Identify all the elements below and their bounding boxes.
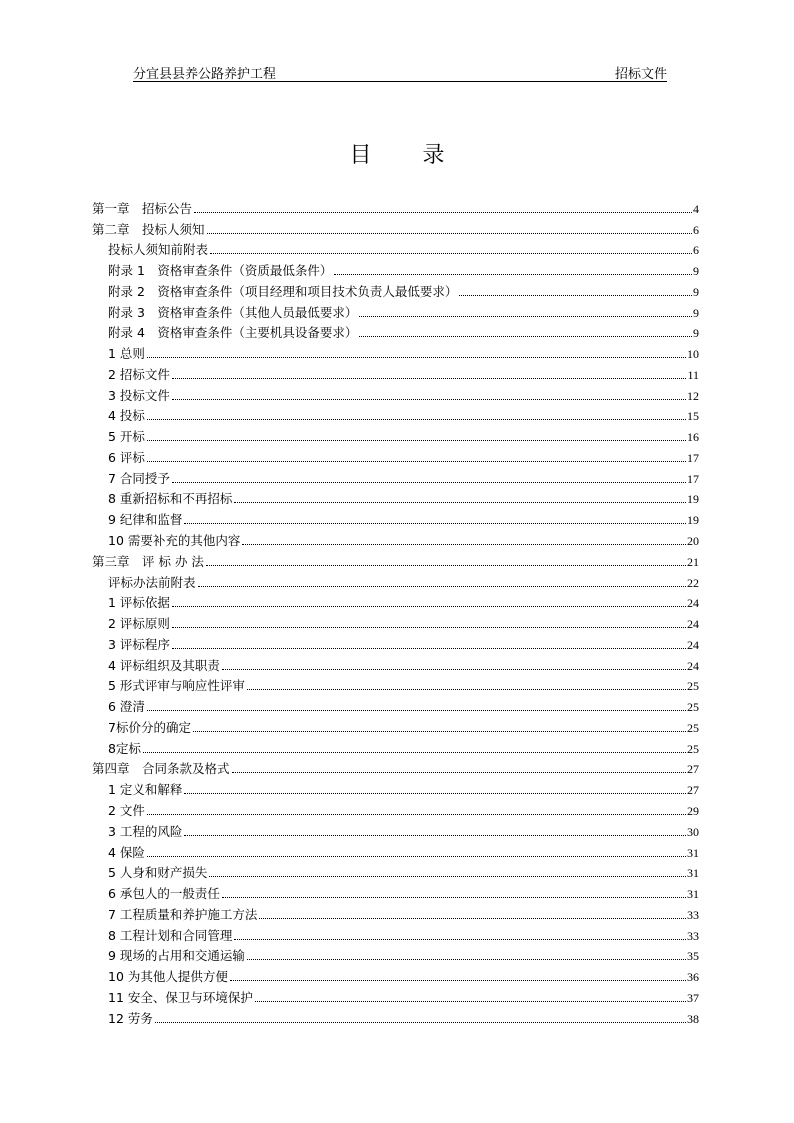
- toc-leader-dots: [209, 876, 686, 877]
- toc-entry-label: 9 纪律和监督: [108, 512, 183, 528]
- toc-entry-label: 7 合同授予: [108, 470, 170, 486]
- toc-entry[interactable]: [92, 694, 699, 715]
- toc-entry[interactable]: [92, 777, 699, 798]
- toc-leader-dots: [232, 772, 686, 773]
- toc-entry-label: 6 澄清: [108, 699, 145, 715]
- toc-entry-label: 1 评标依据: [108, 595, 170, 611]
- toc-entry[interactable]: [92, 840, 699, 861]
- toc-leader-dots: [359, 316, 692, 317]
- toc-leader-dots: [147, 856, 686, 857]
- toc-entry-page: 9: [693, 305, 699, 320]
- toc-entry[interactable]: [92, 736, 699, 757]
- toc-leader-dots: [194, 212, 692, 213]
- toc-entry[interactable]: [92, 902, 699, 923]
- toc-leader-dots: [147, 710, 686, 711]
- toc-entry[interactable]: [92, 424, 699, 445]
- toc-entry[interactable]: [92, 944, 699, 965]
- toc-entry-page: 10: [687, 347, 699, 362]
- toc-entry[interactable]: [92, 653, 699, 674]
- toc-entry-page: 37: [687, 990, 699, 1005]
- toc-entry-page: 9: [693, 284, 699, 299]
- toc-leader-dots: [234, 502, 686, 503]
- toc-entry-page: 31: [687, 887, 699, 902]
- toc-leader-dots: [359, 336, 692, 337]
- toc-leader-dots: [247, 689, 686, 690]
- toc-entry-page: 4: [693, 201, 699, 216]
- toc-entry-label: 第三章 评 标 办 法: [92, 553, 204, 569]
- toc-entry[interactable]: [92, 383, 699, 404]
- toc-entry[interactable]: [92, 1006, 699, 1027]
- toc-entry-page: 24: [687, 596, 699, 611]
- toc-entry-page: 27: [687, 783, 699, 798]
- toc-title: 目 录: [349, 143, 467, 168]
- toc-entry-page: 29: [687, 803, 699, 818]
- toc-entry-page: 25: [687, 741, 699, 756]
- toc-entry-page: 31: [687, 866, 699, 881]
- toc-leader-dots: [143, 752, 686, 753]
- toc-entry-page: 12: [687, 388, 699, 403]
- toc-entry-page: 24: [687, 637, 699, 652]
- toc-entry-label: 10 为其他人提供方便: [108, 969, 228, 985]
- toc-entry-label: 6 评标: [108, 449, 145, 465]
- toc-entry[interactable]: [92, 341, 699, 362]
- toc-entry-label: 第四章 合同条款及格式: [92, 761, 230, 777]
- toc-leader-dots: [193, 731, 686, 732]
- toc-entry-label: 2 文件: [108, 802, 145, 818]
- toc-entry-page: 33: [687, 907, 699, 922]
- toc-entry-page: 9: [693, 326, 699, 341]
- table-of-contents: [92, 196, 699, 1027]
- toc-entry-page: 17: [687, 450, 699, 465]
- toc-leader-dots: [184, 523, 686, 524]
- toc-entry[interactable]: [92, 321, 699, 342]
- toc-entry[interactable]: [92, 507, 699, 528]
- toc-entry[interactable]: [92, 591, 699, 612]
- toc-entry[interactable]: [92, 549, 699, 570]
- toc-entry-page: 11: [687, 367, 699, 382]
- toc-entry-label: 7标价分的确定: [108, 719, 191, 735]
- toc-leader-dots: [172, 399, 686, 400]
- toc-entry-page: 21: [687, 554, 699, 569]
- toc-entry[interactable]: [92, 300, 699, 321]
- toc-entry-page: 24: [687, 617, 699, 632]
- toc-entry[interactable]: [92, 404, 699, 425]
- toc-entry[interactable]: [92, 861, 699, 882]
- toc-entry-page: 6: [693, 222, 699, 237]
- toc-entry-label: 11 安全、保卫与环境保护: [108, 989, 253, 1005]
- toc-entry-page: 19: [687, 492, 699, 507]
- toc-leader-dots: [207, 233, 692, 234]
- toc-entry-page: 33: [687, 928, 699, 943]
- toc-leader-dots: [222, 669, 686, 670]
- toc-entry[interactable]: [92, 196, 699, 217]
- toc-entry[interactable]: [92, 923, 699, 944]
- toc-entry[interactable]: [92, 570, 699, 591]
- toc-entry-page: 38: [687, 1011, 699, 1026]
- toc-entry-label: 8 工程计划和合同管理: [108, 927, 233, 943]
- toc-entry-label: 5 人身和财产损失: [108, 865, 208, 881]
- toc-entry[interactable]: [92, 881, 699, 902]
- toc-entry-page: 35: [687, 949, 699, 964]
- toc-entry-label: 6 承包人的一般责任: [108, 886, 220, 902]
- toc-leader-dots: [172, 606, 686, 607]
- toc-entry-label: 8定标: [108, 740, 141, 756]
- toc-entry-label: 评标办法前附表: [108, 574, 196, 590]
- toc-entry[interactable]: [92, 715, 699, 736]
- toc-leader-dots: [147, 814, 686, 815]
- toc-entry[interactable]: [92, 611, 699, 632]
- toc-entry-page: 25: [687, 720, 699, 735]
- toc-entry[interactable]: [92, 362, 699, 383]
- toc-entry-label: 附录 1 资格审查条件（资质最低条件）: [108, 263, 333, 279]
- toc-entry[interactable]: [92, 466, 699, 487]
- toc-entry-label: 1 定义和解释: [108, 782, 183, 798]
- toc-entry-label: 4 投标: [108, 408, 145, 424]
- toc-entry-label: 9 现场的占用和交通运输: [108, 948, 245, 964]
- toc-entry-label: 2 评标原则: [108, 616, 170, 632]
- toc-entry-page: 31: [687, 845, 699, 860]
- toc-entry-page: 25: [687, 679, 699, 694]
- toc-leader-dots: [206, 565, 686, 566]
- toc-entry-label: 第一章 招标公告: [92, 200, 193, 216]
- toc-entry-page: 15: [687, 409, 699, 424]
- toc-entry[interactable]: [92, 217, 699, 238]
- toc-leader-dots: [198, 586, 686, 587]
- toc-entry-label: 3 评标程序: [108, 636, 170, 652]
- toc-entry-page: 22: [687, 575, 699, 590]
- toc-leader-dots: [222, 897, 686, 898]
- toc-entry-label: 3 投标文件: [108, 387, 170, 403]
- header-document-type: 招标文件: [614, 67, 667, 82]
- toc-entry-label: 1 总则: [108, 346, 145, 362]
- toc-entry[interactable]: [92, 985, 699, 1006]
- toc-entry[interactable]: [92, 757, 699, 778]
- toc-entry-label: 10 需要补充的其他内容: [108, 533, 241, 549]
- toc-entry-page: 20: [687, 534, 699, 549]
- toc-entry[interactable]: [92, 528, 699, 549]
- toc-leader-dots: [247, 959, 686, 960]
- toc-leader-dots: [234, 939, 686, 940]
- toc-leader-dots: [172, 378, 687, 379]
- toc-leader-dots: [147, 461, 686, 462]
- toc-entry[interactable]: [92, 632, 699, 653]
- toc-entry-page: 24: [687, 658, 699, 673]
- toc-entry-page: 30: [687, 824, 699, 839]
- toc-entry-page: 27: [687, 762, 699, 777]
- toc-leader-dots: [259, 918, 686, 919]
- toc-entry-label: 附录 3 资格审查条件（其他人员最低要求）: [108, 304, 358, 320]
- toc-entry[interactable]: [92, 258, 699, 279]
- toc-entry-label: 4 保险: [108, 844, 145, 860]
- toc-entry-page: 9: [693, 264, 699, 279]
- toc-leader-dots: [255, 1001, 686, 1002]
- toc-entry-label: 12 劳务: [108, 1010, 153, 1026]
- toc-entry-page: 6: [693, 243, 699, 258]
- toc-leader-dots: [147, 357, 686, 358]
- toc-entry-label: 投标人须知前附表: [108, 242, 209, 258]
- toc-entry[interactable]: [92, 798, 699, 819]
- page-header: [133, 63, 667, 82]
- toc-entry[interactable]: [92, 674, 699, 695]
- toc-leader-dots: [147, 440, 686, 441]
- toc-leader-dots: [184, 835, 686, 836]
- toc-entry-label: 第二章 投标人须知: [92, 221, 205, 237]
- toc-leader-dots: [172, 627, 686, 628]
- toc-entry-page: 17: [687, 471, 699, 486]
- toc-leader-dots: [172, 482, 686, 483]
- toc-entry-page: 25: [687, 700, 699, 715]
- toc-entry[interactable]: [92, 445, 699, 466]
- toc-leader-dots: [147, 419, 686, 420]
- toc-leader-dots: [334, 274, 692, 275]
- toc-leader-dots: [172, 648, 686, 649]
- toc-entry[interactable]: [92, 819, 699, 840]
- toc-leader-dots: [184, 793, 686, 794]
- toc-leader-dots: [230, 980, 686, 981]
- toc-leader-dots: [155, 1022, 686, 1023]
- toc-entry-page: 16: [687, 430, 699, 445]
- toc-entry-label: 4 评标组织及其职责: [108, 657, 220, 673]
- toc-entry[interactable]: [92, 964, 699, 985]
- toc-entry-label: 2 招标文件: [108, 366, 170, 382]
- toc-entry-label: 附录 2 资格审查条件（项目经理和项目技术负责人最低要求）: [108, 283, 458, 299]
- toc-entry-label: 8 重新招标和不再招标: [108, 491, 233, 507]
- toc-entry-page: 19: [687, 513, 699, 528]
- toc-entry[interactable]: [92, 238, 699, 259]
- toc-entry-page: 36: [687, 970, 699, 985]
- toc-leader-dots: [210, 253, 692, 254]
- header-project-name: 分宜县县养公路养护工程: [133, 67, 277, 82]
- toc-entry[interactable]: [92, 279, 699, 300]
- toc-entry-label: 5 形式评审与响应性评审: [108, 678, 245, 694]
- toc-entry-label: 5 开标: [108, 429, 145, 445]
- toc-entry[interactable]: [92, 487, 699, 508]
- toc-entry-label: 7 工程质量和养护施工方法: [108, 906, 258, 922]
- toc-leader-dots: [242, 544, 686, 545]
- toc-entry-label: 附录 4 资格审查条件（主要机具设备要求）: [108, 325, 358, 341]
- toc-leader-dots: [459, 295, 692, 296]
- toc-entry-label: 3 工程的风险: [108, 823, 183, 839]
